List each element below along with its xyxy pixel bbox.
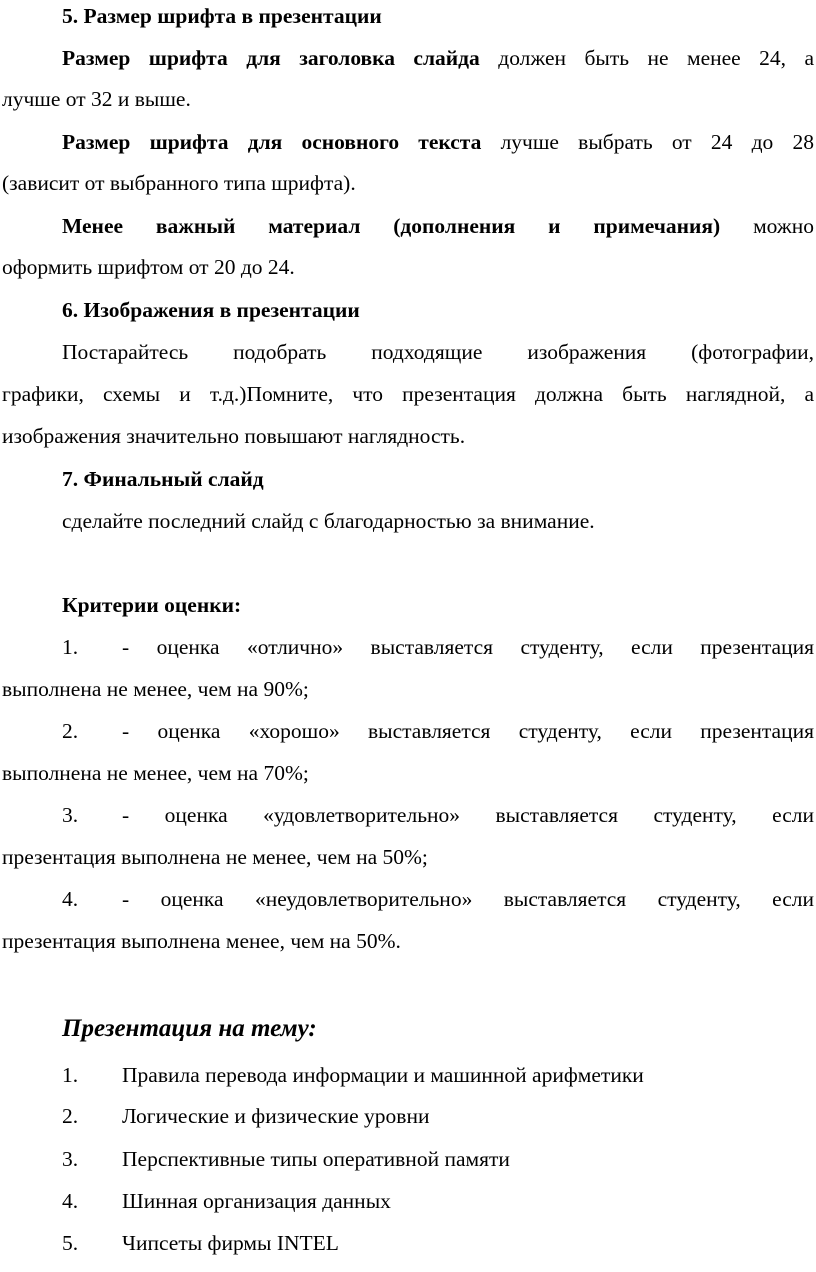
topic-text: Чипсеты фирмы INTEL: [122, 1231, 339, 1255]
s5-paragraph-1-line-2: лучше от 32 и выше.: [2, 87, 191, 111]
topic-text: Логические и физические уровни: [122, 1104, 430, 1128]
s5-paragraph-1-line-1: Размер шрифта для заголовка слайда должен быть не менее 24, а: [62, 46, 814, 70]
topic-text: Правила перевода информации и машинной арифметики: [122, 1063, 644, 1087]
s6-line-2: графики, схемы и т.д.)Помните, что презентация должна быть наглядной, а: [2, 382, 814, 406]
section-7-heading: 7. Финальный слайд: [62, 467, 264, 491]
criteria-item-number: 1.: [62, 635, 79, 659]
criteria-heading: Критерии оценки:: [62, 593, 242, 617]
criteria-item-number: 2.: [62, 719, 79, 743]
criteria-item-line-1: - оценка «удовлетворительно» выставляется студенту, если: [122, 803, 814, 827]
s5-paragraph-2-line-2: (зависит от выбранного типа шрифта).: [2, 171, 356, 195]
s5-paragraph-3-line-2: оформить шрифтом от 20 до 24.: [2, 255, 295, 279]
topic-text: Перспективные типы оперативной памяти: [122, 1147, 510, 1171]
criteria-item-line-1: - оценка «отлично» выставляется студенту, если презентация: [122, 635, 814, 659]
topic-number: 2.: [62, 1104, 79, 1128]
topics-heading: Презентация на тему:: [62, 1015, 317, 1042]
topic-number: 1.: [62, 1063, 79, 1087]
topic-number: 3.: [62, 1147, 79, 1171]
topic-number: 5.: [62, 1231, 79, 1255]
section-6-heading: 6. Изображения в презентации: [62, 298, 360, 322]
s7-line-1: сделайте последний слайд с благодарностью за внимание.: [62, 509, 595, 533]
s6-line-1: Постарайтесь подобрать подходящие изображения (фотографии,: [62, 340, 814, 364]
criteria-item-number: 3.: [62, 803, 79, 827]
criteria-item-line-2: презентация выполнена менее, чем на 50%.: [2, 929, 401, 953]
s5-paragraph-3-line-1: Менее важный материал (дополнения и примечания) можно: [62, 214, 815, 238]
criteria-item-line-1: - оценка «хорошо» выставляется студенту, если презентация: [122, 719, 814, 743]
criteria-item-line-1: - оценка «неудовлетворительно» выставляется студенту, если: [122, 887, 814, 911]
topic-number: 4.: [62, 1189, 79, 1213]
criteria-item-line-2: презентация выполнена не менее, чем на 50%;: [2, 845, 428, 869]
s5-paragraph-2-line-1: Размер шрифта для основного текста лучше выбрать от 24 до 28: [62, 130, 814, 154]
criteria-item-line-2: выполнена не менее, чем на 90%;: [2, 677, 309, 701]
topic-text: Шинная организация данных: [122, 1189, 391, 1213]
section-5-heading: 5. Размер шрифта в презентации: [62, 4, 382, 28]
s6-line-3: изображения значительно повышают наглядность.: [2, 424, 466, 448]
criteria-item-line-2: выполнена не менее, чем на 70%;: [2, 761, 309, 785]
criteria-item-number: 4.: [62, 887, 79, 911]
